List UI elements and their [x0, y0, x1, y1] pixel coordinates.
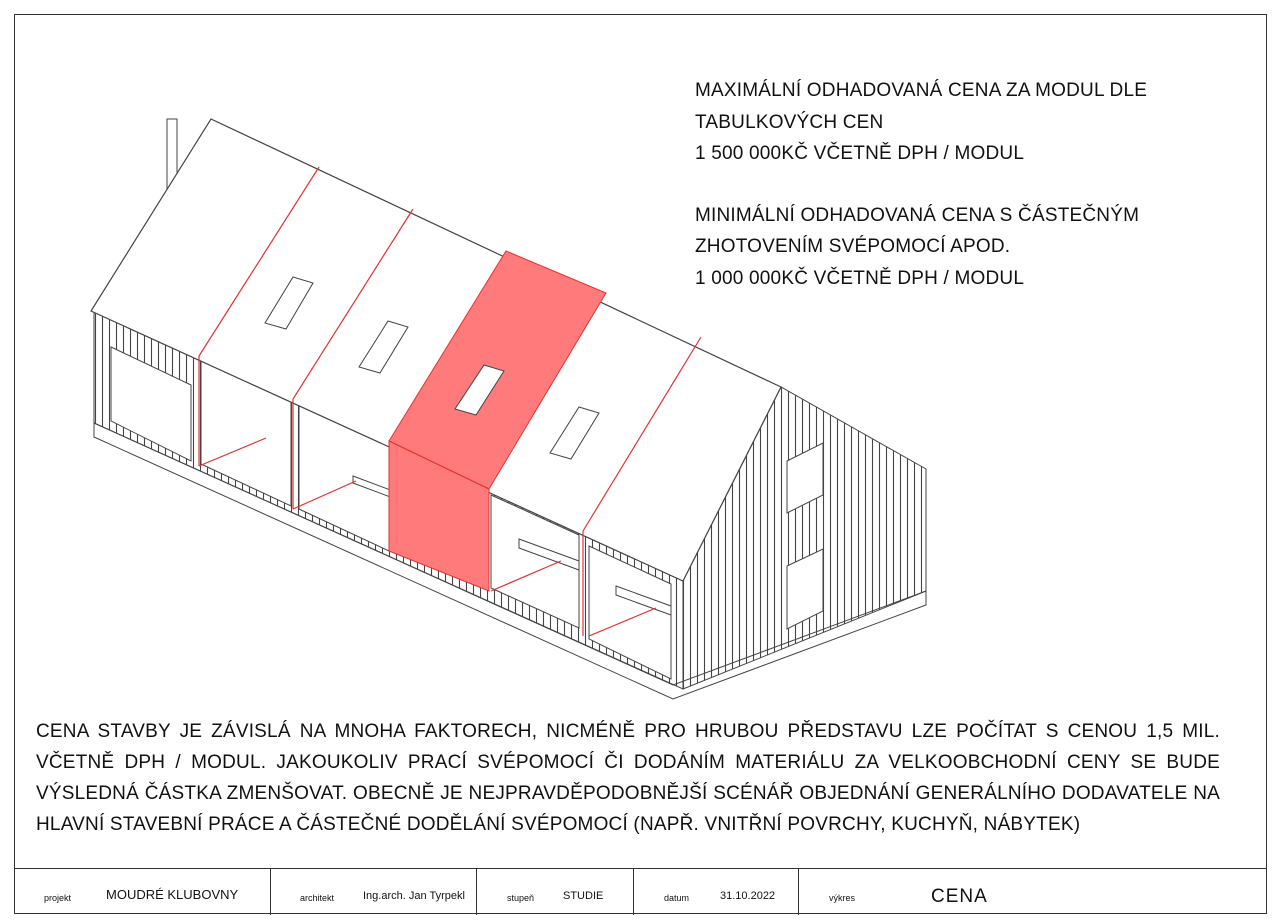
cost-description: CENA STAVBY JE ZÁVISLÁ NA MNOHA FAKTORECH, NICMÉNĚ PRO HRUBOU PŘEDSTAVU LZE POČÍTAT S CENOU 1,5 MIL. VČETNĚ DPH / MODUL. JAKOUKOLIV PRACÍ SVÉPOMOCÍ ČI DODÁNÍM MATERIÁLU ZA VELKOOBCHODNÍ CENY SE BUDE VÝSLEDNÁ ČÁSTKA ZMENŠOVAT. OBECNĚ JE NEJPRAVDĚPODOBNĚJŠÍ SCÉNÁŘ OBJEDNÁNÍ GENERÁLNÍHO DODAVATELE NA HLAVNÍ STAVEBNÍ PRÁCE A ČÁSTEČNÉ DODĚLÁNÍ SVÉPOMOCÍ (NAPŘ. VNITŘNÍ POVRCHY, KUCHYŇ, NÁBYTEK) — [36, 721, 1220, 835]
price-estimate-block — [695, 75, 1235, 294]
title-block — [14, 868, 1267, 914]
architect-value: Ing.arch. Jan Tyrpekl — [363, 890, 465, 902]
date-value: 31.10.2022 — [720, 890, 776, 902]
architect-label: architekt — [300, 893, 335, 903]
min-price-line-2: ZHOTOVENÍM SVÉPOMOCÍ APOD. — [695, 236, 1011, 257]
stage-value: STUDIE — [563, 890, 604, 902]
drawing-value: CENA — [931, 886, 988, 907]
max-price-value: 1 500 000KČ VČETNĚ DPH / MODUL — [695, 143, 1025, 164]
title-cell-drawing — [798, 869, 1267, 915]
min-price-value: 1 000 000KČ VČETNĚ DPH / MODUL — [695, 267, 1025, 289]
project-value: MOUDRÉ KLUBOVNY — [106, 887, 239, 902]
min-price-line-1: MINIMÁLNÍ ODHADOVANÁ CENA S ČÁSTEČNÝM — [695, 204, 1140, 226]
stage-label: stupeň — [507, 893, 535, 903]
max-price-line-1: MAXIMÁLNÍ ODHADOVANÁ CENA ZA MODUL DLE — [695, 80, 1148, 101]
date-label: datum — [664, 893, 690, 903]
project-label: projekt — [44, 893, 72, 903]
drawing-label: výkres — [829, 893, 856, 903]
title-cell-stage — [476, 869, 633, 915]
max-price-line-2: TABULKOVÝCH CEN — [695, 111, 884, 133]
title-cell-project — [14, 869, 270, 915]
title-cell-date — [633, 869, 798, 915]
title-cell-architect — [270, 869, 476, 915]
